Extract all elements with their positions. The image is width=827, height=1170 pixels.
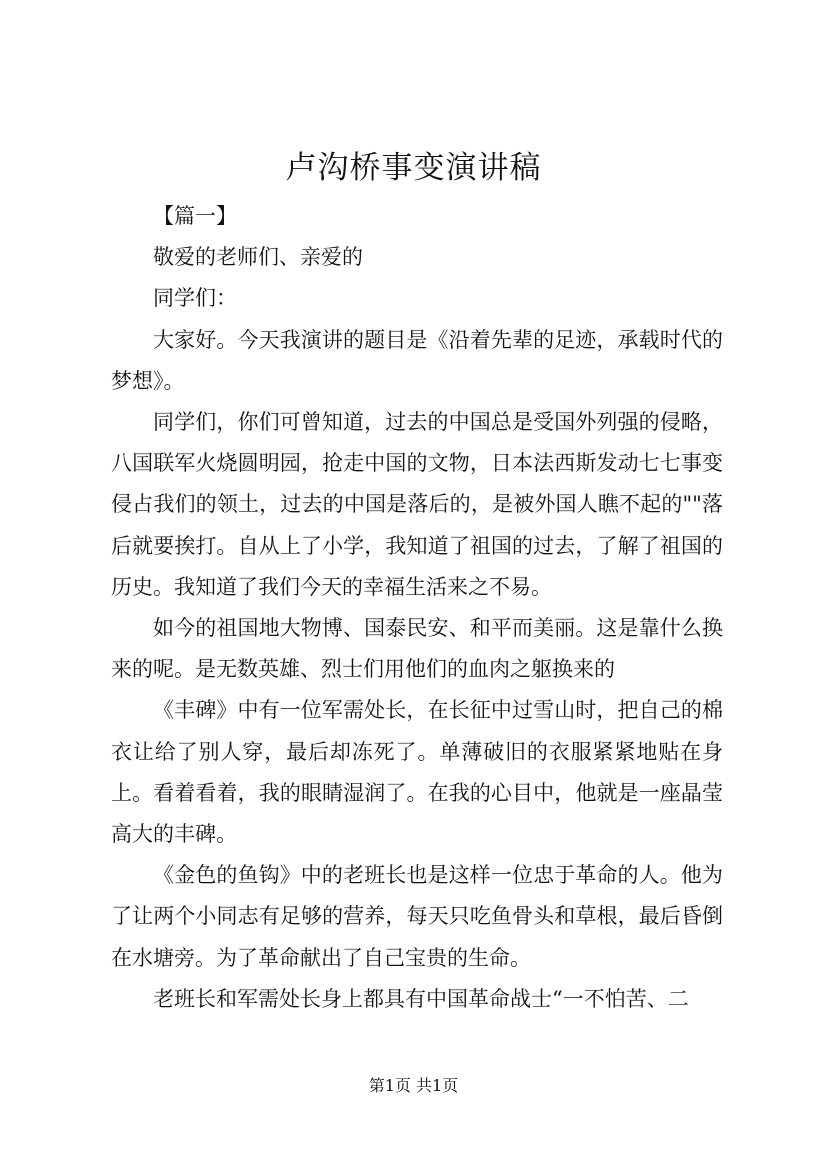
paragraph: 《丰碑》中有一位军需处长，在长征中过雪山时，把自己的棉衣让给了别人穿，最后却冻死了。单薄破旧的衣服紧紧地贴在身上。看着看着，我的眼睛湿润了。在我的心目中，他就是一座晶莹高大的丰碑。: [111, 698, 723, 847]
paragraph: 老班长和军需处长身上都具有中国革命战士“一不怕苦、二: [153, 986, 689, 1011]
paragraph: 《金色的鱼钩》中的老班长也是这样一位忠于革命的人。他为了让两个小同志有足够的营养，每天只吃鱼骨头和草根，最后昏倒在水塘旁。为了革命献出了自己宝贵的生命。: [111, 863, 723, 970]
greeting-line-1: 敬爱的老师们、亲爱的: [153, 245, 363, 270]
paragraph: 同学们，你们可曾知道，过去的中国总是受国外列强的侵略，八国联军火烧圆明园，抢走中国的文物，日本法西斯发动七七事变侵占我们的领土，过去的中国是落后的，是被外国人瞧不起的""落后就要挨打。自从上了小学，我知道了祖国的过去，了解了祖国的历史。我知道了我们今天的幸福生活来之不易。: [111, 410, 723, 599]
document-body: [111, 196, 723, 1020]
paragraph: 大家好。今天我演讲的题目是《沿着先辈的足迹，承载时代的梦想》。: [111, 327, 723, 393]
document-title: 卢沟桥事变演讲稿: [285, 150, 542, 186]
page-footer: 第1页 共1页: [368, 1076, 459, 1095]
section-heading: 【篇一】: [153, 204, 237, 228]
paragraph: 如今的祖国地大物博、国泰民安、和平而美丽。这是靠什么换来的呢。是无数英雄、烈士们用他们的血肉之躯换来的: [111, 616, 723, 682]
greeting-line-2: 同学们：: [153, 286, 237, 311]
